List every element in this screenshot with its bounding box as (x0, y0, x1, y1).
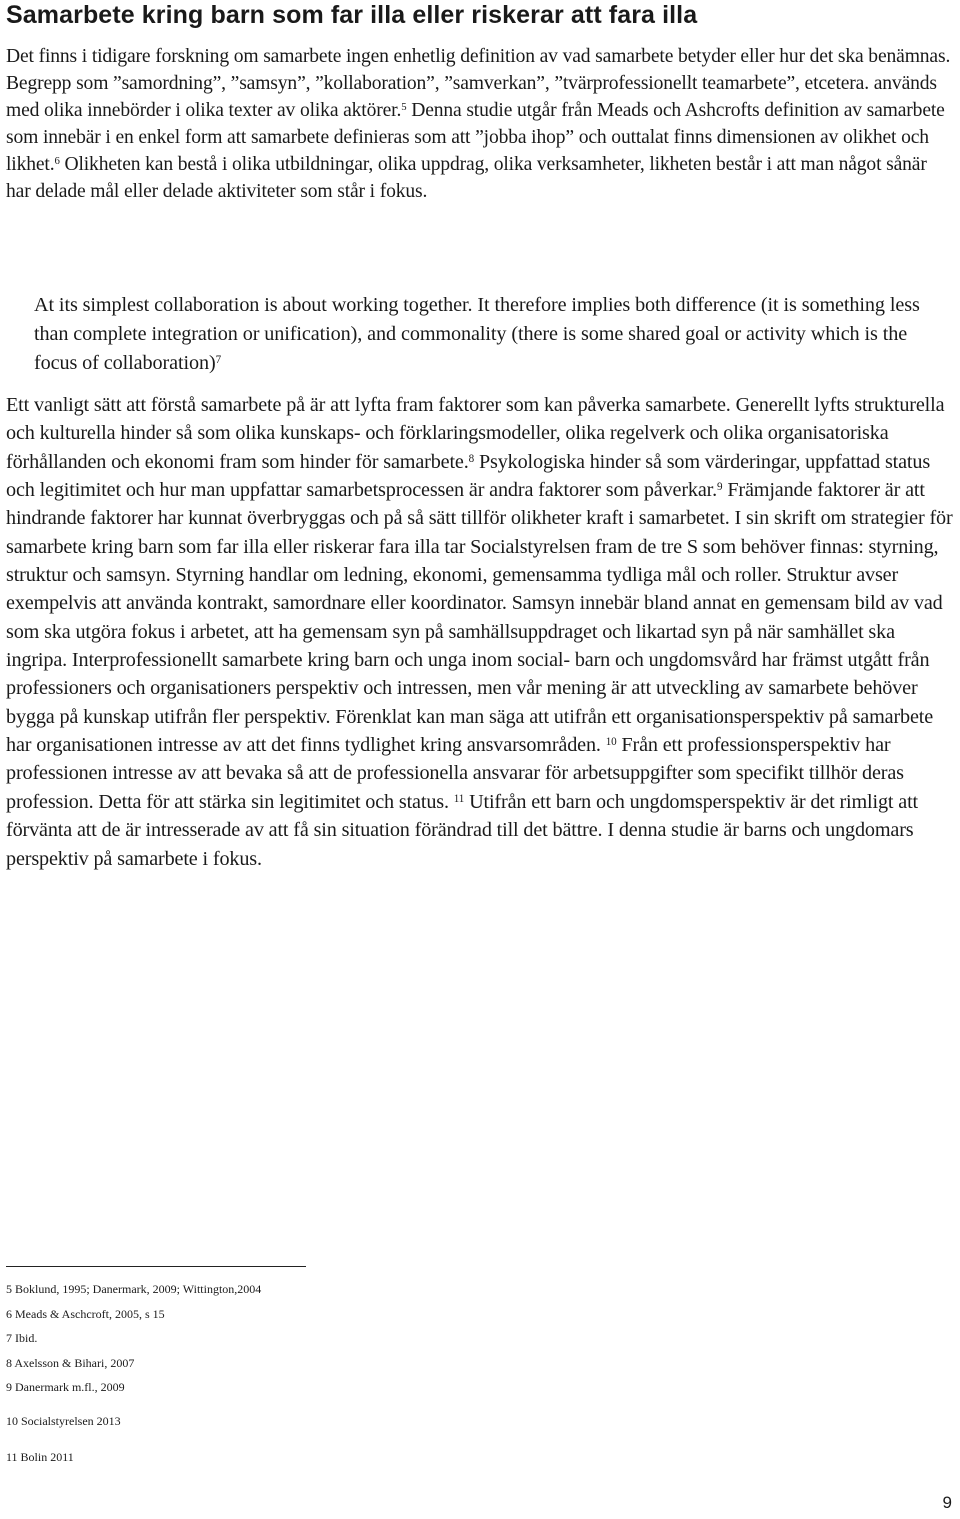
page-number: 9 (942, 1493, 952, 1512)
footnote-ref-11[interactable]: 11 (453, 792, 465, 805)
footnote-ref-9[interactable]: 9 (717, 480, 723, 493)
footnote-divider (6, 1266, 306, 1267)
footnote-ref-10[interactable]: 10 (605, 736, 617, 749)
footnote-6: 6 Meads & Aschcroft, 2005, s 15 (6, 1307, 165, 1321)
intro-paragraph (6, 43, 956, 205)
footnote-ref-6[interactable]: 6 (54, 155, 60, 168)
footnote-ref-8[interactable]: 8 (468, 452, 475, 465)
intro-text-2: Denna studie utgår från Meads och Ashcrofts definition av samarbete som innebär i en enkel form att samarbete definieras som att ”jobba ihop” och outtalat finns dimensionen av olikhet och likhet. (6, 100, 945, 175)
main-text-1: Ett vanligt sätt att förstå samarbete på är att lyfta fram faktorer som kan påverka samarbete. Generellt lyfts strukturella och kulturella hinder så som olika kunskaps- och förklaringsmodeller, olika regelverk och olika organisatoriska förhållanden och ekonomi fram som hinder för samarbete. (6, 394, 945, 473)
main-paragraph (6, 391, 958, 873)
footnote-ref-5[interactable]: 5 (401, 101, 407, 114)
quote-text: At its simplest collaboration is about working together. It therefore implies both difference (it is something less than complete integration or unification), and commonality (there is some shared goal or activity which is the focus of collaboration) (34, 294, 920, 374)
footnote-9: 9 Danermark m.fl., 2009 (6, 1380, 125, 1394)
main-text-4: Från ett professionsperspektiv har professionen intresse av att bevaka så att de professionella ansvarar för arbetsuppgifter som specifikt tillhör deras profession. Detta för att stärka sin legitimitet och status. (6, 734, 904, 813)
page-title: Samarbete kring barn som far illa eller riskerar att fara illa (6, 1, 698, 29)
block-quote (34, 291, 944, 378)
footnote-8: 8 Axelsson & Bihari, 2007 (6, 1356, 135, 1370)
footnote-11: 11 Bolin 2011 (6, 1450, 74, 1464)
main-text-2: Psykologiska hinder så som värderingar, uppfattad status och legitimitet och hur man uppfattar samarbetsprocessen är andra faktorer som påverkar. (6, 450, 931, 502)
intro-text-1: Det finns i tidigare forskning om samarbete ingen enhetlig definition av vad samarbete betyder eller hur det ska benämnas. Begrepp som ”samordning”, ”samsyn”, ”kollaboration”, ”samverkan”, ”tvärprofessionellt teamarbete”, etcetera. används med olika innebörder i olika texter av olika aktörer. (6, 46, 951, 121)
main-text-5: Utifrån ett barn och ungdomsperspektiv är det rimligt att förvänta att de är intresserade av att få sin situation förändrad till det bättre. I denna studie är barns och ungdomars perspektiv på samarbete i fokus. (6, 790, 918, 870)
footnote-10: 10 Socialstyrelsen 2013 (6, 1414, 121, 1428)
footnote-5: 5 Boklund, 1995; Danermark, 2009; Wittington,2004 (6, 1282, 262, 1296)
footnote-ref-7[interactable]: 7 (215, 353, 222, 366)
main-text-3: Främjande faktorer är att hindrande faktorer har kunnat överbryggas och på så sätt tillför olikheter kraft i samarbetet. I sin skrift om strategier för samarbete kring barn som far illa eller riskerar fara illa tar Socialstyrelsen fram de tre S som behöver finnas: styrning, struktur och samsyn. Styrning handlar om ledning, ekonomi, gemensamma tydliga mål och roller. Struktur avser exempelvis att använda kontrakt, samordnare eller koordinator. Samsyn innebär bland annat en gemensam bild av vad som ska utgöra fokus i arbetet, att ha gemensam syn på samhällsuppdraget och likartad syn på när samhället ska ingripa. Interprofessionellt samarbete kring barn och unga inom social- barn och ungdomsvård har främst utgått från professioners och organisationers perspektiv och intressen, men vår mening är att utveckling av samarbete behöver bygga på kunskap utifrån fler perspektiv. Förenklat kan man säga att utifrån ett organisationsperspektiv på samarbete har organisationen intresse av att det finns tydlighet kring ansvarsområden. (6, 479, 953, 757)
intro-text-3: Olikheten kan bestå i olika utbildningar, olika uppdrag, olika verksamheter, likheten består i att man något sånär har delade mål eller delade aktiviteter som står i fokus. (6, 154, 927, 202)
footnote-7: 7 Ibid. (6, 1331, 38, 1345)
